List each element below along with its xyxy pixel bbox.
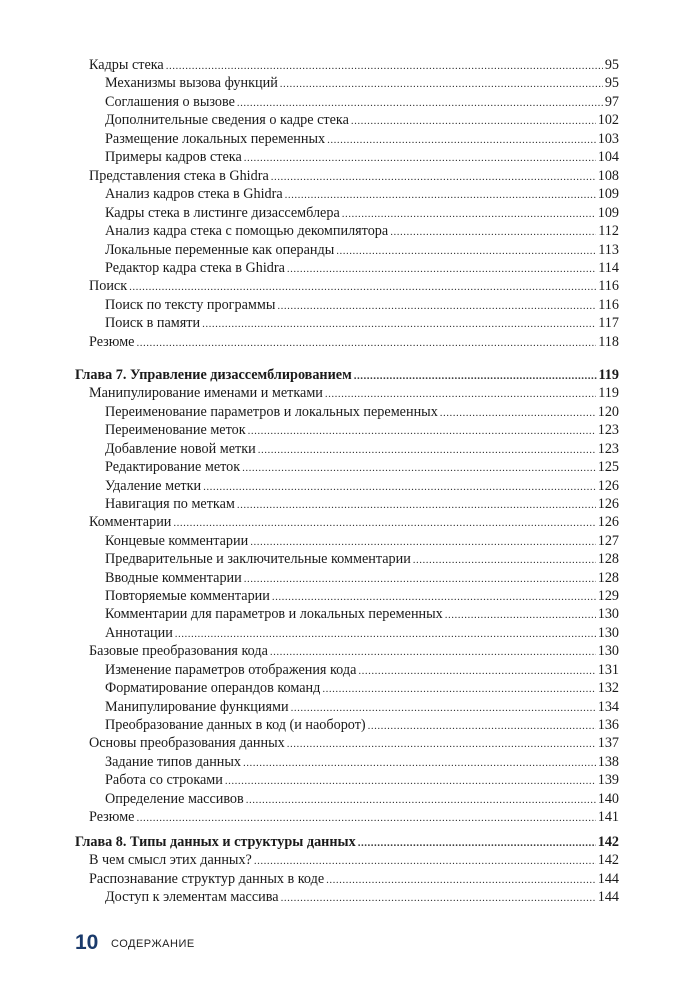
toc-entry-title: Манипулирование функциями — [105, 698, 289, 715]
toc-entry[interactable] — [105, 130, 619, 148]
leader-dots — [237, 94, 603, 111]
leader-dots — [445, 606, 596, 623]
leader-dots — [244, 149, 596, 166]
leader-dots — [175, 625, 596, 642]
toc-entry-title: Задание типов данных — [105, 753, 242, 770]
toc-entry[interactable] — [89, 56, 619, 74]
toc-entry-page: 95 — [604, 57, 619, 73]
toc-entry-page: 138 — [597, 753, 619, 770]
toc-entry-page: 128 — [597, 569, 619, 586]
toc-entry-title: Доступ к элементам массива — [105, 889, 279, 906]
toc-entry-page: 136 — [597, 716, 619, 733]
toc-entry-title: Глава 7. Управление дизассемблированием — [75, 367, 352, 383]
toc-entry-page: 123 — [597, 422, 619, 439]
toc-entry[interactable] — [105, 440, 619, 458]
toc-entry[interactable] — [89, 734, 619, 752]
running-header: СОДЕРЖАНИЕ — [111, 938, 195, 950]
toc-entry-title: Редактирование меток — [105, 459, 241, 476]
leader-dots — [173, 514, 595, 531]
toc-entry-page: 132 — [597, 680, 619, 697]
toc-entry-title: Аннотации — [105, 624, 173, 641]
toc-entry-title: Манипулирование именами и метками — [89, 385, 323, 402]
toc-entry-title: Переименование параметров и локальных переменных — [105, 403, 438, 420]
toc-entry-title: Механизмы вызова функций — [105, 75, 278, 92]
leader-dots — [254, 852, 596, 869]
toc-entry-page: 116 — [598, 296, 619, 313]
toc-entry-page: 102 — [597, 112, 619, 129]
toc-entry-title: В чем смысл этих данных? — [89, 852, 252, 869]
toc-entry-page: 130 — [597, 643, 619, 660]
toc-entry-title: Базовые преобразования кода — [89, 643, 268, 660]
toc-entry[interactable] — [105, 790, 619, 808]
toc-entry-title: Концевые комментарии — [105, 532, 249, 549]
toc-entry[interactable] — [89, 870, 619, 888]
toc-entry-page: 127 — [597, 532, 619, 549]
toc-entry[interactable] — [105, 771, 619, 789]
toc-entry-title: Анализ кадра стека с помощью декомпилятора — [105, 223, 389, 240]
toc-entry-page: 128 — [597, 551, 619, 568]
toc-entry[interactable] — [105, 698, 619, 716]
leader-dots — [358, 662, 595, 679]
toc-entry[interactable] — [89, 167, 619, 185]
leader-dots — [237, 496, 596, 513]
toc-chapter-heading[interactable] — [75, 366, 619, 384]
toc-entry-page: 109 — [597, 204, 619, 221]
toc-entry[interactable] — [105, 111, 619, 129]
toc-entry-page: 120 — [597, 403, 619, 420]
toc-entry-title: Форматирование операндов команд — [105, 680, 321, 697]
toc-entry-title: Размещение локальных переменных — [105, 130, 326, 147]
toc-entry[interactable] — [105, 716, 619, 734]
page-number: 10 — [75, 931, 99, 954]
toc-entry-page: 126 — [597, 495, 619, 512]
toc-entry[interactable] — [105, 314, 619, 332]
toc-entry-page: 109 — [597, 186, 619, 203]
toc-entry[interactable] — [105, 458, 619, 476]
leader-dots — [280, 75, 603, 92]
toc-entry-title: Локальные переменные как операнды — [105, 241, 335, 258]
leader-dots — [351, 112, 596, 129]
toc-entry-page: 113 — [598, 241, 619, 258]
toc-entry[interactable] — [105, 888, 619, 906]
toc-entry-page: 116 — [598, 278, 619, 295]
toc-entry[interactable] — [105, 624, 619, 642]
toc-entry-title: Дополнительные сведения о кадре стека — [105, 112, 349, 129]
leader-dots — [285, 186, 596, 203]
toc-entry-title: Кадры стека — [89, 57, 164, 73]
toc-entry-page: 142 — [597, 852, 619, 869]
toc-entry-page: 130 — [597, 606, 619, 623]
leader-dots — [440, 404, 596, 421]
toc-entry-title: Комментарии — [89, 514, 172, 531]
toc-entry-title: Переименование меток — [105, 422, 246, 439]
toc-entry[interactable] — [105, 403, 619, 421]
leader-dots — [270, 643, 596, 660]
leader-dots — [354, 367, 597, 384]
toc-entry-page: 126 — [597, 514, 619, 531]
leader-dots — [271, 168, 596, 185]
toc-entry-page: 114 — [598, 259, 619, 276]
toc-entry-title: Добавление новой метки — [105, 440, 256, 457]
toc-entry[interactable] — [105, 587, 619, 605]
toc-entry[interactable] — [105, 550, 619, 568]
leader-dots — [336, 242, 596, 259]
toc-entry-title: Резюме — [89, 333, 135, 350]
toc-entry-title: Глава 8. Типы данных и структуры данных — [75, 834, 356, 850]
leader-dots — [358, 834, 596, 851]
toc-entry-page: 130 — [597, 624, 619, 641]
toc-entry-title: Удаление метки — [105, 477, 202, 494]
leader-dots — [202, 315, 596, 332]
toc-entry[interactable] — [89, 333, 619, 351]
leader-dots — [390, 223, 596, 240]
leader-dots — [225, 772, 596, 789]
leader-dots — [248, 422, 596, 439]
leader-dots — [368, 717, 596, 734]
toc-entry[interactable] — [89, 277, 619, 295]
toc-entry[interactable] — [105, 569, 619, 587]
toc-entry-page: 112 — [598, 223, 619, 240]
toc-entry[interactable] — [105, 93, 619, 111]
toc-entry-page: 141 — [597, 809, 619, 826]
leader-dots — [281, 889, 596, 906]
toc-chapter-heading[interactable] — [75, 833, 619, 851]
leader-dots — [250, 533, 596, 550]
toc-entry-page: 103 — [597, 130, 619, 147]
toc-entry-page: 137 — [597, 735, 619, 752]
toc-entry-title: Основы преобразования данных — [89, 735, 285, 752]
toc-entry-title: Поиск в памяти — [105, 315, 201, 332]
leader-dots — [246, 791, 596, 808]
leader-dots — [327, 131, 596, 148]
leader-dots — [129, 278, 596, 295]
toc-entry-page: 140 — [597, 790, 619, 807]
toc-entry-page: 129 — [597, 588, 619, 605]
leader-dots — [287, 735, 596, 752]
toc-entry-title: Резюме — [89, 809, 135, 826]
toc-entry-page: 144 — [597, 870, 619, 887]
toc-entry-page: 144 — [597, 889, 619, 906]
toc-entry-page: 118 — [598, 333, 619, 350]
toc-entry-title: Распознавание структур данных в коде — [89, 870, 325, 887]
leader-dots — [166, 57, 603, 74]
toc-entry[interactable] — [89, 851, 619, 869]
toc-entry[interactable] — [105, 222, 619, 240]
leader-dots — [342, 205, 596, 222]
toc-entry-page: 117 — [598, 315, 619, 332]
leader-dots — [242, 459, 596, 476]
toc-entry-page: 142 — [597, 834, 619, 850]
toc-entry-page: 123 — [597, 440, 619, 457]
leader-dots — [325, 385, 596, 402]
toc-entry-page: 119 — [598, 385, 619, 402]
toc-entry[interactable] — [105, 296, 619, 314]
toc-entry-page: 108 — [597, 167, 619, 184]
toc-entry-title: Определение массивов — [105, 790, 244, 807]
leader-dots — [136, 334, 596, 351]
toc-entry[interactable] — [105, 605, 619, 623]
toc-entry-title: Кадры стека в листинге дизассемблера — [105, 204, 340, 221]
toc-entry[interactable] — [105, 241, 619, 259]
leader-dots — [203, 478, 596, 495]
toc-entry-page: 131 — [597, 661, 619, 678]
leader-dots — [287, 260, 596, 277]
toc-entry[interactable] — [105, 74, 619, 92]
toc-entry-title: Соглашения о вызове — [105, 93, 235, 110]
toc-entry-page: 97 — [604, 93, 619, 110]
toc-entry-title: Изменение параметров отображения кода — [105, 661, 357, 678]
toc-entry[interactable] — [89, 513, 619, 531]
toc-entry-title: Редактор кадра стека в Ghidra — [105, 259, 285, 276]
toc-entry[interactable] — [105, 204, 619, 222]
toc-entry-page: 125 — [597, 459, 619, 476]
toc-entry[interactable] — [105, 753, 619, 771]
toc-entry-title: Предварительные и заключительные комментарии — [105, 551, 411, 568]
toc-entry[interactable] — [89, 642, 619, 660]
toc-entry-title: Поиск — [89, 278, 128, 295]
toc-entry-page: 126 — [597, 477, 619, 494]
toc-entry-title: Поиск по тексту программы — [105, 296, 276, 313]
toc-entry-title: Повторяемые комментарии — [105, 588, 270, 605]
toc-entry-page: 104 — [597, 149, 619, 166]
leader-dots — [258, 441, 596, 458]
toc-entry[interactable] — [105, 495, 619, 513]
leader-dots — [326, 871, 596, 888]
leader-dots — [243, 754, 596, 771]
toc-entry-title: Преобразование данных в код (и наоборот) — [105, 716, 366, 733]
toc-entry[interactable] — [105, 259, 619, 277]
toc-entry-title: Примеры кадров стека — [105, 149, 242, 166]
toc-entry-title: Работа со строками — [105, 772, 223, 789]
toc-entry-title: Комментарии для параметров и локальных переменных — [105, 606, 443, 623]
toc-entry[interactable] — [105, 661, 619, 679]
toc-entry-page: 134 — [597, 698, 619, 715]
leader-dots — [244, 570, 596, 587]
toc-entry[interactable] — [89, 808, 619, 826]
toc-entry[interactable] — [105, 532, 619, 550]
toc-entry-title: Навигация по меткам — [105, 495, 235, 512]
toc-entry[interactable] — [105, 148, 619, 166]
toc-entry-page: 119 — [598, 367, 619, 383]
toc-entry[interactable] — [89, 384, 619, 402]
leader-dots — [322, 680, 595, 697]
toc-entry-title: Анализ кадров стека в Ghidra — [105, 186, 283, 203]
toc-entry[interactable] — [105, 421, 619, 439]
toc-entry[interactable] — [105, 679, 619, 697]
toc-entry[interactable] — [105, 185, 619, 203]
toc-entry-title: Вводные комментарии — [105, 569, 242, 586]
leader-dots — [272, 588, 596, 605]
toc-entry-title: Представления стека в Ghidra — [89, 167, 269, 184]
toc-entry[interactable] — [105, 477, 619, 495]
leader-dots — [277, 297, 596, 314]
leader-dots — [291, 699, 596, 716]
toc-entry-page: 95 — [604, 75, 619, 92]
leader-dots — [413, 551, 596, 568]
leader-dots — [136, 809, 595, 826]
toc-entry-page: 139 — [597, 772, 619, 789]
